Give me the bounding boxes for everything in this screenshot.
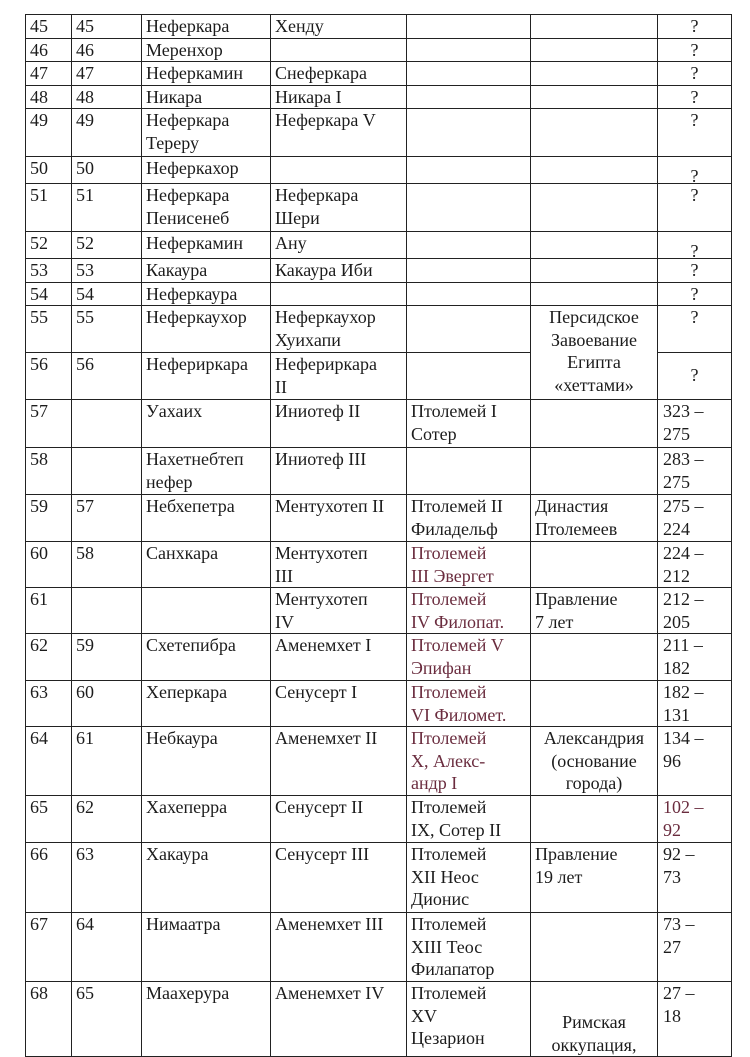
table-row (26, 681, 732, 727)
ptolemy-cell: Птолемей VI Филомет. (407, 681, 531, 727)
table-row (26, 15, 732, 39)
sub-number-cell: 47 (72, 62, 142, 86)
event-cell (531, 913, 658, 982)
sub-number-cell: 52 (72, 232, 142, 259)
row-number-cell: 47 (26, 62, 72, 86)
row-number-cell: 48 (26, 85, 72, 109)
event-cell (531, 400, 658, 448)
years-cell: 323 – 275 (658, 400, 732, 448)
row-number-cell: 63 (26, 681, 72, 727)
alt-name-cell: Аменемхет I (271, 634, 407, 681)
years-cell: 275 – 224 (658, 495, 732, 542)
years-cell: ? (658, 109, 732, 157)
ptolemy-cell (407, 282, 531, 306)
years-cell: ? (658, 353, 732, 400)
alt-name-cell: Снеферкара (271, 62, 407, 86)
table-row (26, 184, 732, 232)
alt-name-cell: Иниотеф III (271, 448, 407, 495)
row-number-cell: 64 (26, 727, 72, 796)
king-name-cell: Меренхор (142, 38, 271, 62)
sub-number-cell: 64 (72, 913, 142, 982)
king-name-cell: Неферкамин (142, 232, 271, 259)
king-name-cell: Неферкамин (142, 62, 271, 86)
sub-number-cell: 56 (72, 353, 142, 400)
ptolemy-cell: Птолемей XII Неос Дионис (407, 843, 531, 913)
row-number-cell: 53 (26, 259, 72, 283)
ptolemy-cell (407, 38, 531, 62)
alt-name-cell: Аменемхет III (271, 913, 407, 982)
king-name-cell: Неферкара Пенисенеб (142, 184, 271, 232)
table-row (26, 109, 732, 157)
event-cell (531, 232, 658, 259)
sub-number-cell: 61 (72, 727, 142, 796)
table-row (26, 85, 732, 109)
sub-number-cell (72, 448, 142, 495)
row-number-cell: 57 (26, 400, 72, 448)
event-cell (531, 259, 658, 283)
years-cell: ? (658, 184, 732, 232)
years-cell: 134 – 96 (658, 727, 732, 796)
row-number-cell: 54 (26, 282, 72, 306)
alt-name-cell: Ану (271, 232, 407, 259)
ptolemy-cell (407, 259, 531, 283)
years-cell: ? (658, 259, 732, 283)
event-cell (531, 282, 658, 306)
row-number-cell: 61 (26, 588, 72, 634)
row-number-cell: 50 (26, 157, 72, 184)
sub-number-cell: 50 (72, 157, 142, 184)
row-number-cell: 68 (26, 982, 72, 1057)
king-name-cell: Схетепибра (142, 634, 271, 681)
alt-name-cell: Ментухотеп IV (271, 588, 407, 634)
row-number-cell: 45 (26, 15, 72, 39)
sub-number-cell: 60 (72, 681, 142, 727)
alt-name-cell: Какаура Иби (271, 259, 407, 283)
king-name-cell: Нефериркара (142, 353, 271, 400)
table-row (26, 542, 732, 588)
row-number-cell: 65 (26, 796, 72, 843)
alt-name-cell (271, 282, 407, 306)
king-name-cell: Хеперкара (142, 681, 271, 727)
king-name-cell: Нахетнебтеп нефер (142, 448, 271, 495)
king-name-cell: Небхепетра (142, 495, 271, 542)
ptolemy-cell: Птолемей III Эвергет (407, 542, 531, 588)
alt-name-cell: Неферкара V (271, 109, 407, 157)
event-cell (531, 109, 658, 157)
ptolemy-cell (407, 184, 531, 232)
ptolemy-cell: Птолемей V Эпифан (407, 634, 531, 681)
row-number-cell: 56 (26, 353, 72, 400)
ptolemy-cell (407, 85, 531, 109)
sub-number-cell: 51 (72, 184, 142, 232)
alt-name-cell: Ментухотеп III (271, 542, 407, 588)
table-row (26, 62, 732, 86)
row-number-cell: 62 (26, 634, 72, 681)
table-row (26, 495, 732, 542)
king-name-cell: Неферкаура (142, 282, 271, 306)
years-cell: 211 – 182 (658, 634, 732, 681)
event-cell (531, 542, 658, 588)
sub-number-cell: 54 (72, 282, 142, 306)
ptolemy-cell (407, 109, 531, 157)
table-row (26, 259, 732, 283)
event-cell (531, 38, 658, 62)
table-row (26, 843, 732, 913)
years-cell: 224 – 212 (658, 542, 732, 588)
event-cell (531, 157, 658, 184)
years-cell: ? (658, 85, 732, 109)
row-number-cell: 67 (26, 913, 72, 982)
king-name-cell: Нимаатра (142, 913, 271, 982)
years-cell: ? (658, 38, 732, 62)
event-cell: Династия Птолемеев (531, 495, 658, 542)
table-row (26, 727, 732, 796)
ptolemy-cell: Птолемей XV Цезарион (407, 982, 531, 1057)
king-name-cell: Неферкаухор (142, 306, 271, 353)
king-name-cell: Маахерура (142, 982, 271, 1057)
row-number-cell: 49 (26, 109, 72, 157)
ptolemy-cell (407, 157, 531, 184)
sub-number-cell: 62 (72, 796, 142, 843)
alt-name-cell: Сенусерт III (271, 843, 407, 913)
event-cell (531, 184, 658, 232)
king-name-cell: Небкаура (142, 727, 271, 796)
event-cell (531, 15, 658, 39)
ptolemy-cell: Птолемей II Филадельф (407, 495, 531, 542)
sub-number-cell: 49 (72, 109, 142, 157)
alt-name-cell: Нефериркара II (271, 353, 407, 400)
event-cell (531, 681, 658, 727)
table-row (26, 982, 732, 1057)
king-name-cell: Санхкара (142, 542, 271, 588)
alt-name-cell (271, 38, 407, 62)
event-cell: Правление 19 лет (531, 843, 658, 913)
alt-name-cell: Хенду (271, 15, 407, 39)
ptolemy-cell (407, 306, 531, 353)
sub-number-cell (72, 588, 142, 634)
sub-number-cell: 55 (72, 306, 142, 353)
ptolemy-cell: Птолемей IV Филопат. (407, 588, 531, 634)
sub-number-cell: 59 (72, 634, 142, 681)
ptolemy-cell (407, 62, 531, 86)
sub-number-cell (72, 400, 142, 448)
row-number-cell: 60 (26, 542, 72, 588)
row-number-cell: 55 (26, 306, 72, 353)
king-name-cell (142, 588, 271, 634)
years-cell: 102 – 92 (658, 796, 732, 843)
alt-name-cell (271, 157, 407, 184)
row-number-cell: 52 (26, 232, 72, 259)
alt-name-cell: Аменемхет IV (271, 982, 407, 1057)
alt-name-cell: Сенусерт II (271, 796, 407, 843)
table-row (26, 282, 732, 306)
alt-name-cell: Никара I (271, 85, 407, 109)
ptolemy-cell (407, 15, 531, 39)
event-cell: Персидское Завоевание Египта «хеттами» (531, 306, 658, 400)
years-cell: 73 – 27 (658, 913, 732, 982)
years-cell: ? (658, 15, 732, 39)
table-row (26, 306, 732, 353)
ptolemy-cell: Птолемей IX, Сотер II (407, 796, 531, 843)
king-name-cell: Никара (142, 85, 271, 109)
table-row (26, 913, 732, 982)
table-row (26, 448, 732, 495)
alt-name-cell: Ментухотеп II (271, 495, 407, 542)
row-number-cell: 46 (26, 38, 72, 62)
ptolemy-cell: Птолемей I Сотер (407, 400, 531, 448)
alt-name-cell: Сенусерт I (271, 681, 407, 727)
alt-name-cell: Иниотеф II (271, 400, 407, 448)
alt-name-cell: Неферкаухор Хуихапи (271, 306, 407, 353)
dynasty-table (25, 14, 732, 1057)
years-cell: ? (658, 306, 732, 353)
ptolemy-cell (407, 448, 531, 495)
row-number-cell: 66 (26, 843, 72, 913)
sub-number-cell: 63 (72, 843, 142, 913)
table-row (26, 796, 732, 843)
alt-name-cell: Неферкара Шери (271, 184, 407, 232)
table-row (26, 38, 732, 62)
king-name-cell: Хахеперра (142, 796, 271, 843)
years-cell: 212 – 205 (658, 588, 732, 634)
row-number-cell: 58 (26, 448, 72, 495)
sub-number-cell: 65 (72, 982, 142, 1057)
event-cell (531, 796, 658, 843)
event-cell (531, 85, 658, 109)
sub-number-cell: 48 (72, 85, 142, 109)
event-cell: Римская оккупация, (531, 982, 658, 1057)
years-cell: 283 – 275 (658, 448, 732, 495)
sub-number-cell: 58 (72, 542, 142, 588)
king-name-cell: Хакаура (142, 843, 271, 913)
king-name-cell: Неферкахор (142, 157, 271, 184)
table-row (26, 157, 732, 184)
event-cell (531, 448, 658, 495)
row-number-cell: 59 (26, 495, 72, 542)
years-cell: ? (658, 232, 732, 259)
king-name-cell: Какаура (142, 259, 271, 283)
event-cell: Александрия (основание города) (531, 727, 658, 796)
years-cell: 92 – 73 (658, 843, 732, 913)
ptolemy-cell (407, 232, 531, 259)
years-cell: 27 – 18 (658, 982, 732, 1057)
years-cell: 182 – 131 (658, 681, 732, 727)
table-row (26, 634, 732, 681)
event-cell (531, 634, 658, 681)
years-cell: ? (658, 157, 732, 184)
table-row (26, 232, 732, 259)
ptolemy-cell: Птолемей XIII Теос Филапатор (407, 913, 531, 982)
table-row (26, 588, 732, 634)
sub-number-cell: 45 (72, 15, 142, 39)
sub-number-cell: 46 (72, 38, 142, 62)
event-cell: Правление 7 лет (531, 588, 658, 634)
king-name-cell: Неферкара Тереру (142, 109, 271, 157)
sub-number-cell: 53 (72, 259, 142, 283)
ptolemy-cell (407, 353, 531, 400)
table-row (26, 400, 732, 448)
alt-name-cell: Аменемхет II (271, 727, 407, 796)
king-name-cell: Неферкара (142, 15, 271, 39)
sub-number-cell: 57 (72, 495, 142, 542)
years-cell: ? (658, 62, 732, 86)
years-cell: ? (658, 282, 732, 306)
ptolemy-cell: Птолемей X, Алекс- андр I (407, 727, 531, 796)
event-cell (531, 62, 658, 86)
row-number-cell: 51 (26, 184, 72, 232)
king-name-cell: Уахаих (142, 400, 271, 448)
